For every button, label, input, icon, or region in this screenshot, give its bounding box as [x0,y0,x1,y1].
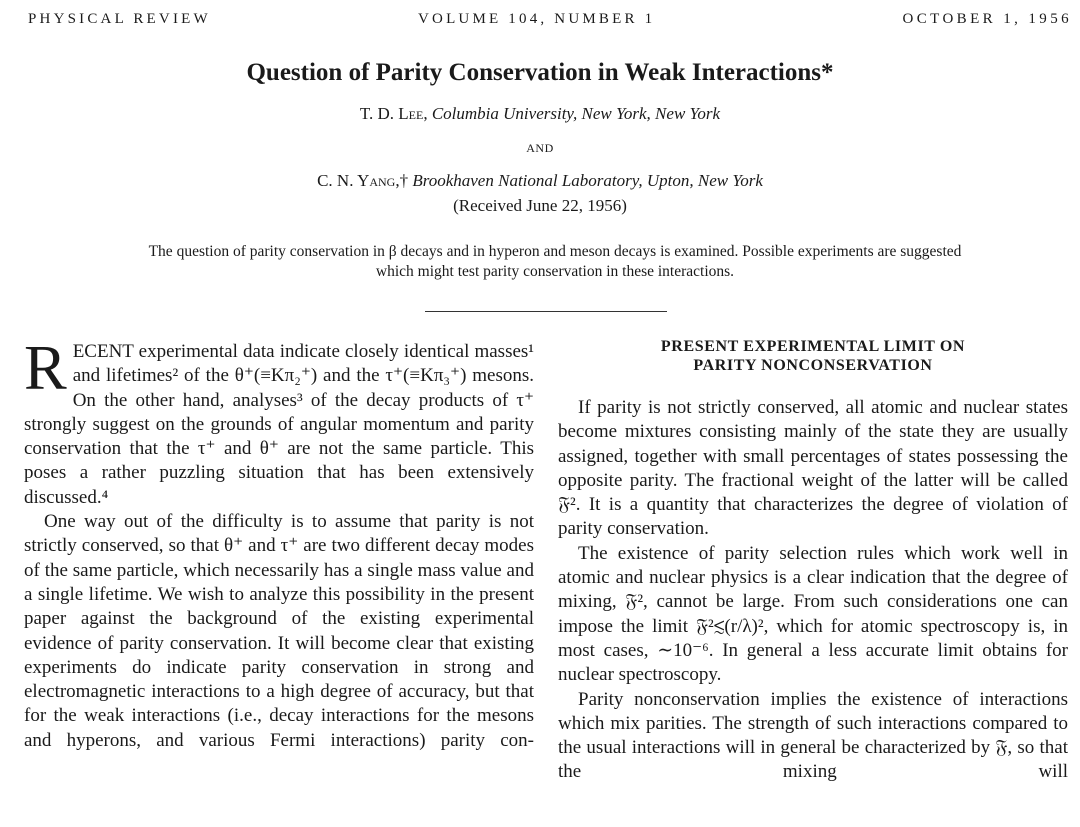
author-yang [0,171,1080,191]
section-heading-line: PRESENT EXPERIMENTAL LIMIT ON [660,338,966,355]
issue-date: OCTOBER 1, 1956 [902,11,1072,27]
author-affiliation: Brookhaven National Laboratory, Upton, New York [412,171,763,190]
right-column [558,337,1068,785]
body-paragraph: One way out of the difficulty is to assume that parity is not strictly conserved, so that θ⁺ and τ⁺ are two different decay modes of the same particle, which necessarily has a single mass value and a single lifetime. We wish to analyze this possibility in the present paper against the background of the existing experimental evidence of parity conservation. It will become clear that existing experiments do indicate parity conservation in strong and electromagnetic interactions to a high degree of accuracy, but that for the weak interactions (i.e., decay interactions for the mesons and hyperons, and various Fermi interactions) parity con- [24,511,534,751]
author-name: C. N. Yang,† [317,171,409,190]
body-paragraph: The existence of parity selection rules which work well in atomic and nuclear physics is a clear indication that the degree of mixing, 𝔉², cannot be large. From such considerations one can impose the limit 𝔉²≲(r/λ)², which for atomic spectroscopy is, in most cases, ∼10⁻⁶. In general a less accurate limit obtains for nuclear spectroscopy. [558,542,1068,686]
section-heading-line: PARITY NONCONSERVATION [693,357,933,374]
abstract: The question of parity conservation in β decays and in hyperon and meson decays is examined. Possible experiments are suggested which might test parity conservation in these interactions. [148,243,962,280]
running-header [0,11,1080,33]
received-date: (Received June 22, 1956) [453,196,627,215]
intro-paragraph [24,332,534,510]
intro-text: ECENT experimental data indicate closely identical masses¹ and lifetimes² of the θ⁺(≡Kπ₂⁺) and the τ⁺(≡Kπ₃⁺) mesons. On the other hand, analyses³ of the decay products of τ⁺ strongly suggest on the grounds of angular momentum and parity conservation that the τ⁺ and θ⁺ are not the same particle. This poses a rather puzzling situation that has been extensively discussed.⁴ [24,341,534,508]
body-paragraph: Parity nonconservation implies the existence of interactions which mix parities. The strength of such interactions compared to the usual interactions will in general be characterized by 𝔉, so that the mixing will [558,688,1068,783]
paper-title: Question of Parity Conservation in Weak Interactions* [246,59,834,86]
journal-name: PHYSICAL REVIEW [28,11,211,27]
body-paragraph: If parity is not strictly conserved, all atomic and nuclear states become mixtures consisting mainly of the state they are usually assigned, together with small percentages of states possessing the opposite parity. The fractional weight of the latter will be called 𝔉². It is a quantity that characterizes the degree of violation of parity conservation. [558,397,1068,540]
volume-number: VOLUME 104, NUMBER 1 [418,11,656,27]
section-heading [558,337,1068,375]
left-column [24,332,534,753]
author-name: T. D. Lee, [359,104,428,123]
author-affiliation: Columbia University, New York, New York [431,104,721,123]
author-lee [0,104,1080,124]
section-divider [425,311,667,312]
drop-cap: R [24,332,67,403]
author-separator: AND [526,141,554,155]
